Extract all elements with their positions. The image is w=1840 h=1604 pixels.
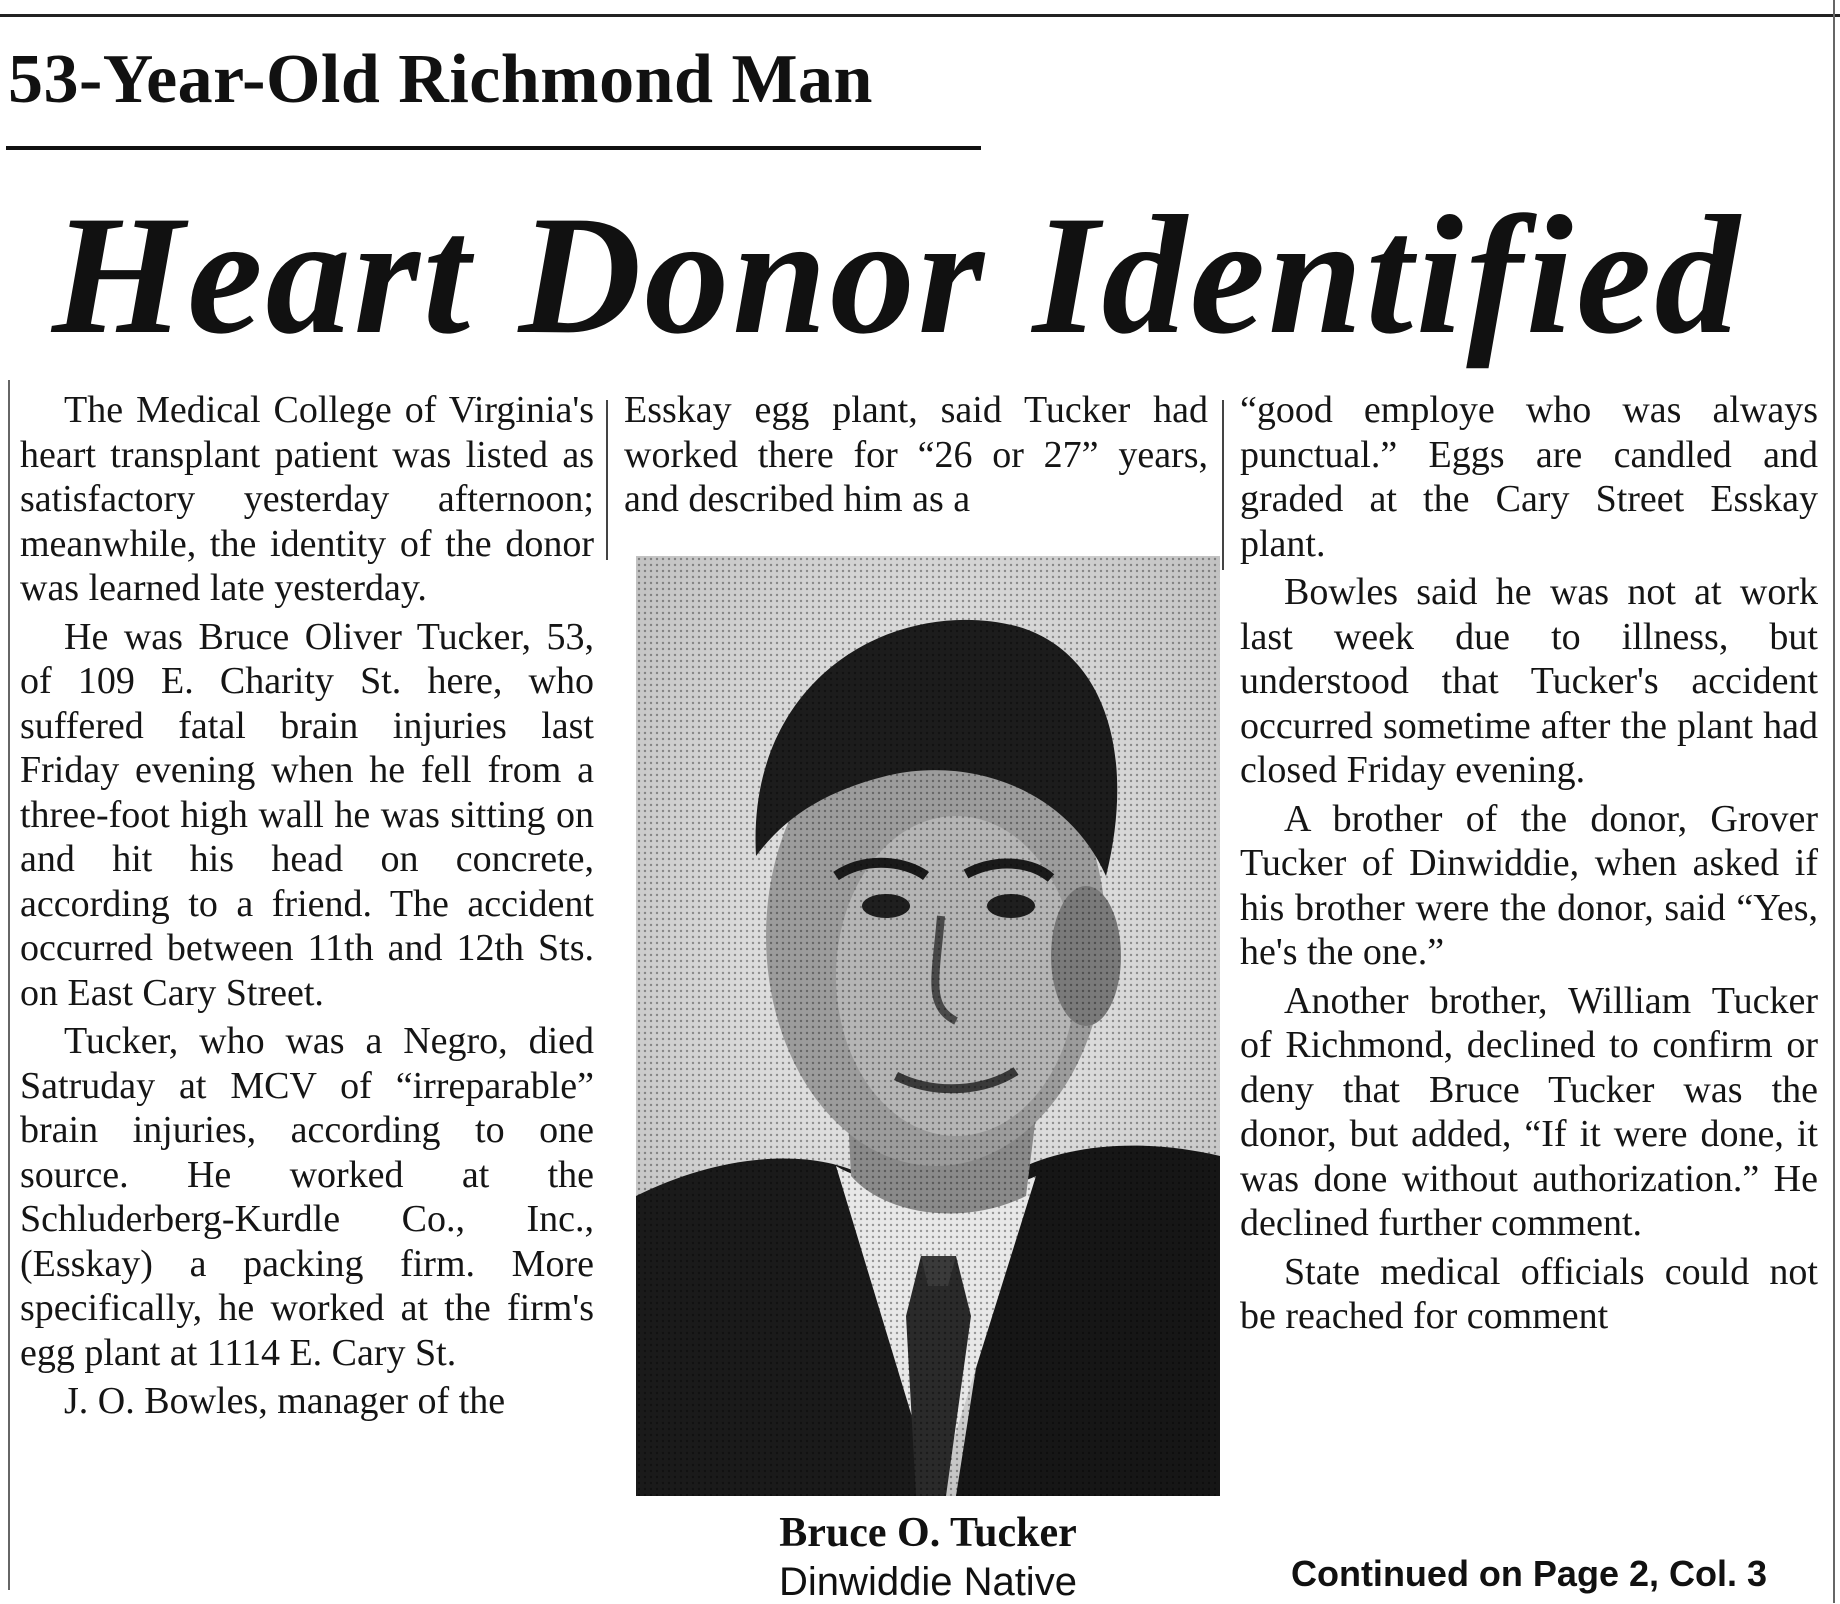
paragraph: Bowles said he was not at work last week due to illness, but understood that Tucker's accident occurred sometime after the plant had closed Friday evening. [1240,571,1818,791]
paragraph: J. O. Bowles, manager of the [64,1380,506,1422]
column-rule-2 [1222,400,1224,570]
paragraph: A brother of the donor, Grover Tucker of Dinwiddie, when asked if his brother were the donor, said “Yes, he's the one.” [1240,797,1818,973]
left-edge-rule [8,380,10,1590]
donor-portrait-photo [636,556,1220,1496]
paragraph: “good employe who was always punctual.” Eggs are candled and graded at the Cary Street Esskay plant. [1240,389,1818,565]
article-column-1 [20,388,594,1428]
paragraph: Esskay egg plant, said Tucker had worked there for “26 or 27” years, and described him as a [624,389,1208,520]
top-border-rule [0,14,1840,17]
article-column-2 [624,388,1208,526]
photo-caption-name: Bruce O. Tucker [779,1510,1077,1556]
kicker-underline [6,146,981,150]
main-headline: Heart Donor Identified [52,181,1743,369]
paragraph: Tucker, who was a Negro, died Satruday at MCV of “irreparable” brain injuries, according to one source. He worked at the Schluderberg-Kurdle Co., Inc., (Esskay) a packing firm. More specifically, he worked at the firm's egg plant at 1114 E. Cary St. [20,1020,594,1374]
paragraph: State medical officials could not be reached for comment [1240,1250,1818,1337]
column-rule-1 [606,400,608,560]
continued-jump-line: Continued on Page 2, Col. 3 [1290,1553,1768,1594]
photo-caption-subtitle: Dinwiddie Native [779,1560,1077,1604]
portrait-image [636,556,1220,1496]
paragraph: He was Bruce Oliver Tucker, 53, of 109 E. Charity St. here, who suffered fatal brain injuries last Friday evening when he fell from a three-foot high wall he was sitting on and hit his head on concrete, according to a friend. The accident occurred between 11th and 12th Sts. on East Cary Street. [20,615,594,1014]
paragraph: Another brother, William Tucker of Richmond, declined to confirm or deny that Bruce Tucker was the donor, but added, “If it were done, it was done without authorization.” He declined further comment. [1240,979,1818,1244]
article-column-3 [1240,388,1818,1343]
kicker-headline: 53-Year-Old Richmond Man [8,41,873,118]
right-edge-rule [1833,0,1835,1603]
paragraph: The Medical College of Virginia's heart transplant patient was listed as satisfactory yesterday afternoon; meanwhile, the identity of the donor was learned late yesterday. [20,389,594,609]
